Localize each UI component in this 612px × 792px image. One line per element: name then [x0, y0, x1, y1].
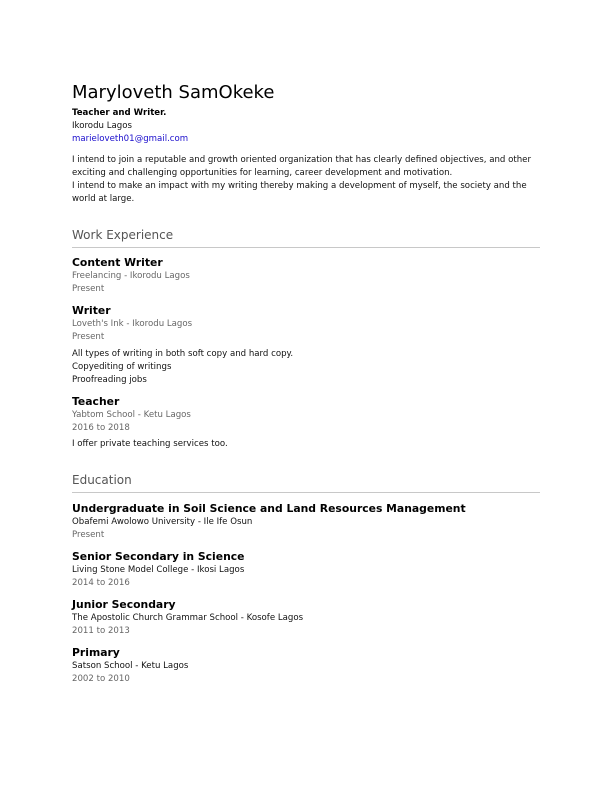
education-entry	[72, 598, 540, 638]
education-dates: 2014 to 2016	[72, 578, 130, 588]
job-description-line: I offer private teaching services too.	[72, 439, 228, 449]
job-description	[72, 438, 540, 451]
job-title: Writer	[72, 304, 111, 317]
school: Obafemi Awolowo University - Ile Ife Osun	[72, 517, 253, 527]
summary-paragraph: I intend to make an impact with my writing thereby making a development of myself, the society and the world at large.	[72, 181, 527, 204]
candidate-name: Maryloveth SamOkeke	[72, 82, 275, 103]
degree-title: Undergraduate in Soil Science and Land Resources Management	[72, 502, 466, 515]
work-entry	[72, 256, 540, 296]
school: Satson School - Ketu Lagos	[72, 661, 189, 671]
education-entry	[72, 502, 540, 542]
job-title: Content Writer	[72, 256, 163, 269]
resume-page	[72, 82, 540, 686]
job-org: Freelancing - Ikorodu Lagos	[72, 271, 190, 281]
job-description-line: Proofreading jobs	[72, 374, 147, 385]
work-entry	[72, 304, 540, 387]
email-link[interactable]: marieloveth01@gmail.com	[72, 134, 189, 144]
education-heading: Education	[72, 472, 540, 493]
degree-title: Primary	[72, 646, 120, 659]
degree-title: Junior Secondary	[72, 598, 176, 611]
job-title: Teacher	[72, 394, 120, 408]
school: The Apostolic Church Grammar School - Kosofe Lagos	[72, 613, 304, 623]
job-description-line: Copyediting of writings	[72, 361, 172, 372]
education-entry	[72, 550, 540, 590]
work-experience-heading: Work Experience	[72, 227, 540, 248]
location: Ikorodu Lagos	[72, 121, 132, 131]
work-entry	[72, 395, 540, 452]
education-dates: 2011 to 2013	[72, 626, 130, 636]
job-description-line: All types of writing in both soft copy and hard copy.	[72, 348, 294, 359]
education-dates: 2002 to 2010	[72, 674, 130, 684]
summary	[72, 154, 540, 206]
degree-title: Senior Secondary in Science	[72, 550, 245, 563]
education-dates: Present	[72, 530, 105, 540]
job-description	[72, 348, 540, 387]
school: Living Stone Model College - Ikosi Lagos	[72, 565, 245, 575]
summary-paragraph: I intend to join a reputable and growth oriented organization that has clearly defined objectives, and other exciting and challenging opportunities for learning, career development and motivation.	[72, 155, 532, 178]
education-entry	[72, 646, 540, 686]
job-dates: Present	[72, 284, 105, 294]
job-org: Yabtom School - Ketu Lagos	[72, 409, 191, 420]
job-dates: Present	[72, 332, 105, 342]
headline: Teacher and Writer.	[72, 108, 167, 118]
job-dates: 2016 to 2018	[72, 422, 130, 433]
job-org: Loveth's Ink - Ikorodu Lagos	[72, 319, 193, 329]
